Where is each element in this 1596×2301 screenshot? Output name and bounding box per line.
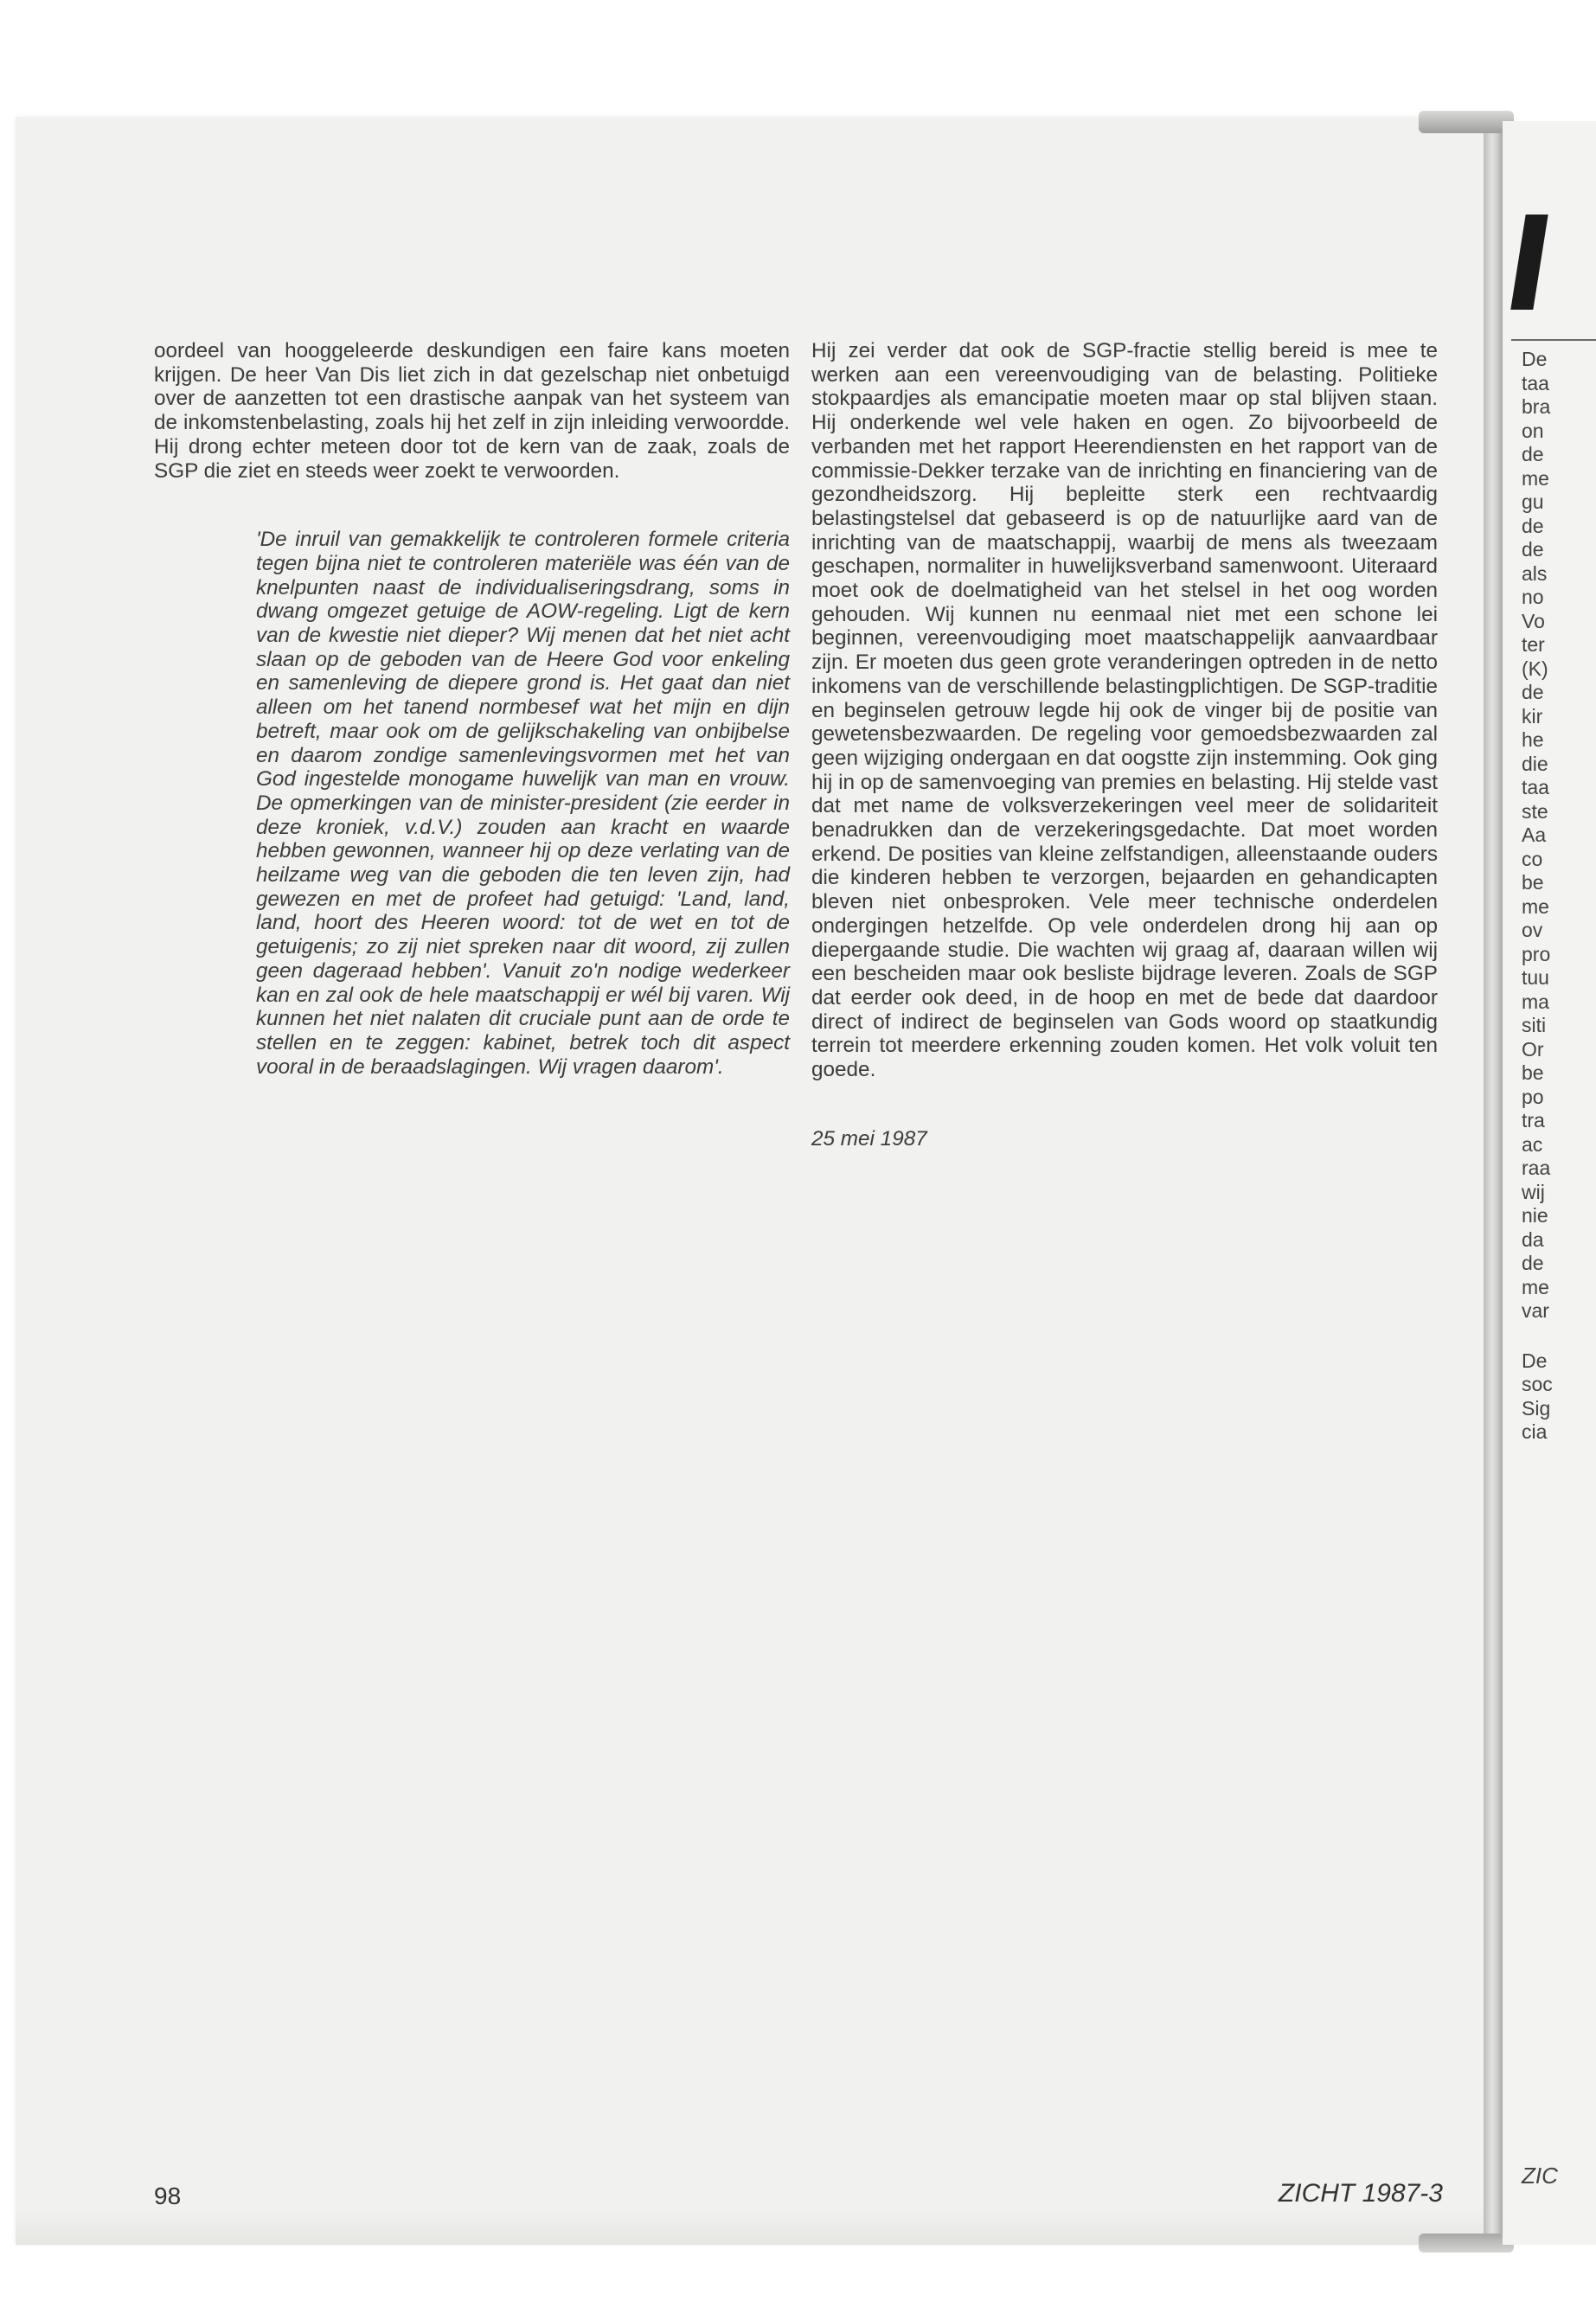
- next-page-fragment: var: [1522, 1299, 1549, 1322]
- next-page-fragment: bra: [1522, 395, 1551, 418]
- spine-cap-bottom: [1419, 2234, 1514, 2253]
- next-page-fragment: kir: [1522, 704, 1543, 727]
- page-number: 98: [154, 2182, 182, 2209]
- next-page-fragment: ter: [1522, 633, 1545, 656]
- next-page-fragment: ov: [1522, 919, 1543, 941]
- next-page-fragment: die: [1522, 752, 1548, 775]
- next-page-fragment: me: [1522, 894, 1549, 918]
- spine-cap-top: [1419, 111, 1514, 133]
- book-spine: [1484, 117, 1503, 2245]
- next-page-fragment: on: [1522, 419, 1544, 442]
- next-page-fragment: taa: [1522, 776, 1549, 798]
- next-page-edge: [1503, 121, 1596, 2245]
- next-page-fragment: wij: [1522, 1180, 1545, 1203]
- next-page-fragment: Vo: [1522, 609, 1545, 632]
- right-column: [811, 339, 1438, 1151]
- next-page-fragment: de: [1522, 538, 1544, 561]
- next-page-fragment: be: [1522, 871, 1544, 894]
- next-page-fragment: me: [1522, 1275, 1549, 1298]
- next-page-fragment: ste: [1522, 799, 1548, 823]
- quote-paragraph: 'De inruil van gemakkelijk te controleren formele criteria tegen bijna niet te controleren materiële was één van de knelpunten naast de individualiseringsdrang, soms in dwang omgezet getuige de AOW-regeling. Ligt de kern van de kwestie niet dieper? Wij menen dat het niet acht slaan op de geboden van de Heere God voor enkeling en samenleving de diepere grond is. Het gaat dan niet alleen om het tanend normbesef wat het mijn en dijn betreft, maar ook om de gelijkschakeling van onbijbelse en daarom zondige samenlevingsvormen met het van God ingestelde monogame huwelijk van man en vrouw. De opmerkingen van de minister-president (zie eerder in deze kroniek, v.d.V.) zouden aan kracht en waarde hebben gewonnen, wanneer hij op deze verlating van de heilzame weg van die geboden die ten leven zijn, had gewezen en met de profeet had getuigd: 'Land, land, land, hoort des Heeren woord: tot de wet en tot de getuigenis; zo zij niet spreken naar dit woord, zij zullen geen dageraad hebben'. Vanuit zo'n nodige wederkeer kan en zal ook de hele maatschappij er wél bij varen. Wij kunnen het niet nalaten dit cruciale punt aan de orde te stellen en te zeggen: kabinet, betrek toch dit aspect vooral in de beraadslagingen. Wij vragen daarom'.: [256, 528, 790, 1079]
- next-page-fragment: de: [1522, 514, 1544, 537]
- next-page-fragment: Sig: [1522, 1396, 1551, 1420]
- next-page-fragment: siti: [1522, 1014, 1547, 1036]
- body-paragraph: Hij zei verder dat ook de SGP-fractie stellig bereid is mee te werken aan een vereenvoudiging van de belasting. Politieke stokpaardjes als emancipatie moeten maar op stal blijven staan. Hij onderkende wel vele haken en ogen. Zo bijvoorbeeld de verbanden met het rapport Heerendiensten en het rapport van de commissie-Dekker terzake van de inrichting en financiering van de gezondheidszorg. Hij bepleitte sterk een rechtvaardig belastingstelsel dat gebaseerd is op de natuurlijke aard van de inrichting van de maatschappij, waarbij de mens als tweezaam geschapen, normaliter in huwelijksverband samenwoont. Uiteraard moet ook de doelmatigheid van het stelsel in het oog worden gehouden. Wij kunnen nu eenmaal niet met een schone lei beginnen, vereenvoudiging moet maatschappelijk aanvaardbaar zijn. Er moeten dus geen grote veranderingen optreden in de netto inkomens van de verschillende belastingplichtigen. De SGP-traditie en beginselen getrouw legde hij ook de vinger bij de positie van gewetensbezwaarden. De regeling voor gemoedsbezwaarden zal geen wijziging ondergaan en dat oogstte zijn instemming. Ook ging hij in op de samenvoeging van premies en belasting. Hij stelde vast dat met name de volksverzekeringen veel meer de solidariteit benadrukken dan de verzekeringsgedachte. Dat moet worden erkend. De posities van kleine zelfstandigen, alleenstaande ouders die kinderen hebben te verzorgen, bejaarden en gehandicapten bleven niet onbesproken. Vele meer technische onderdelen ondergingen hetzelfde. Op vele onderdelen drong hij aan op diepergaande studie. Die wachten wij graag af, daaraan willen wij een bescheiden maar ook besliste bijdrage leveren. Zoals de SGP dat eerder ook deed, in de hoop en met de bede dat daardoor direct of indirect de beginselen van Gods woord op staatkundig terrein tot meerdere erkenning zouden komen. Het volk voluit ten goede.: [811, 339, 1438, 1082]
- next-page-fragment: po: [1522, 1085, 1544, 1108]
- page-bottom-shadow: [16, 2210, 1486, 2245]
- next-page-fragment: Aa: [1522, 824, 1547, 846]
- running-footer: ZICHT 1987-3: [1278, 2179, 1443, 2208]
- article-date: 25 mei 1987: [811, 1126, 927, 1150]
- next-page-fragment: me: [1522, 466, 1549, 490]
- next-page-fragment: ac: [1522, 1132, 1543, 1156]
- next-page-rule: [1511, 339, 1596, 341]
- next-page-fragment: (K): [1522, 657, 1548, 680]
- intro-paragraph: oordeel van hooggeleerde deskundigen een faire kans moeten krijgen. De heer Van Dis liet zich in dat gezelschap niet onbetuigd over de aanzetten tot een drastische aanpak van het systeem van de inkomstenbelasting, zoals hij het zelf in zijn inleiding verwoordde. Hij drong echter meteen door tot de kern van de zaak, zoals de SGP die ziet en steeds weer zoekt te verwoorden.: [154, 339, 790, 483]
- next-page-fragment: De: [1522, 348, 1548, 370]
- next-page-fragment: co: [1522, 847, 1543, 870]
- next-page-fragment: nie: [1522, 1204, 1548, 1227]
- next-page-fragment: De: [1522, 1349, 1548, 1372]
- next-page-fragment: de: [1522, 443, 1544, 465]
- next-page-fragment: da: [1522, 1227, 1544, 1251]
- next-page-footer: ZIC: [1522, 2163, 1558, 2189]
- next-page-logo: [1510, 215, 1548, 310]
- next-page-fragment: he: [1522, 728, 1544, 751]
- next-page-fragment: soc: [1522, 1373, 1553, 1395]
- next-page-fragment: de: [1522, 1252, 1544, 1274]
- next-page-fragment: de: [1522, 681, 1544, 703]
- left-column: [154, 339, 790, 1079]
- next-page-fragment: raa: [1522, 1157, 1551, 1179]
- next-page-fragment: tra: [1522, 1109, 1545, 1131]
- next-page-fragment: be: [1522, 1061, 1544, 1084]
- next-page-column: [1522, 348, 1591, 1445]
- next-page-fragment: tuu: [1522, 966, 1549, 989]
- next-page-fragment: cia: [1522, 1420, 1548, 1443]
- next-page-fragment: pro: [1522, 942, 1551, 965]
- next-page-fragment: gu: [1522, 490, 1544, 513]
- next-page-fragment: als: [1522, 561, 1548, 585]
- next-page-fragment: taa: [1522, 371, 1549, 394]
- next-page-fragment: no: [1522, 586, 1544, 608]
- next-page-fragment: Or: [1522, 1037, 1544, 1061]
- next-page-fragment: ma: [1522, 990, 1549, 1013]
- magazine-page: [16, 117, 1486, 2245]
